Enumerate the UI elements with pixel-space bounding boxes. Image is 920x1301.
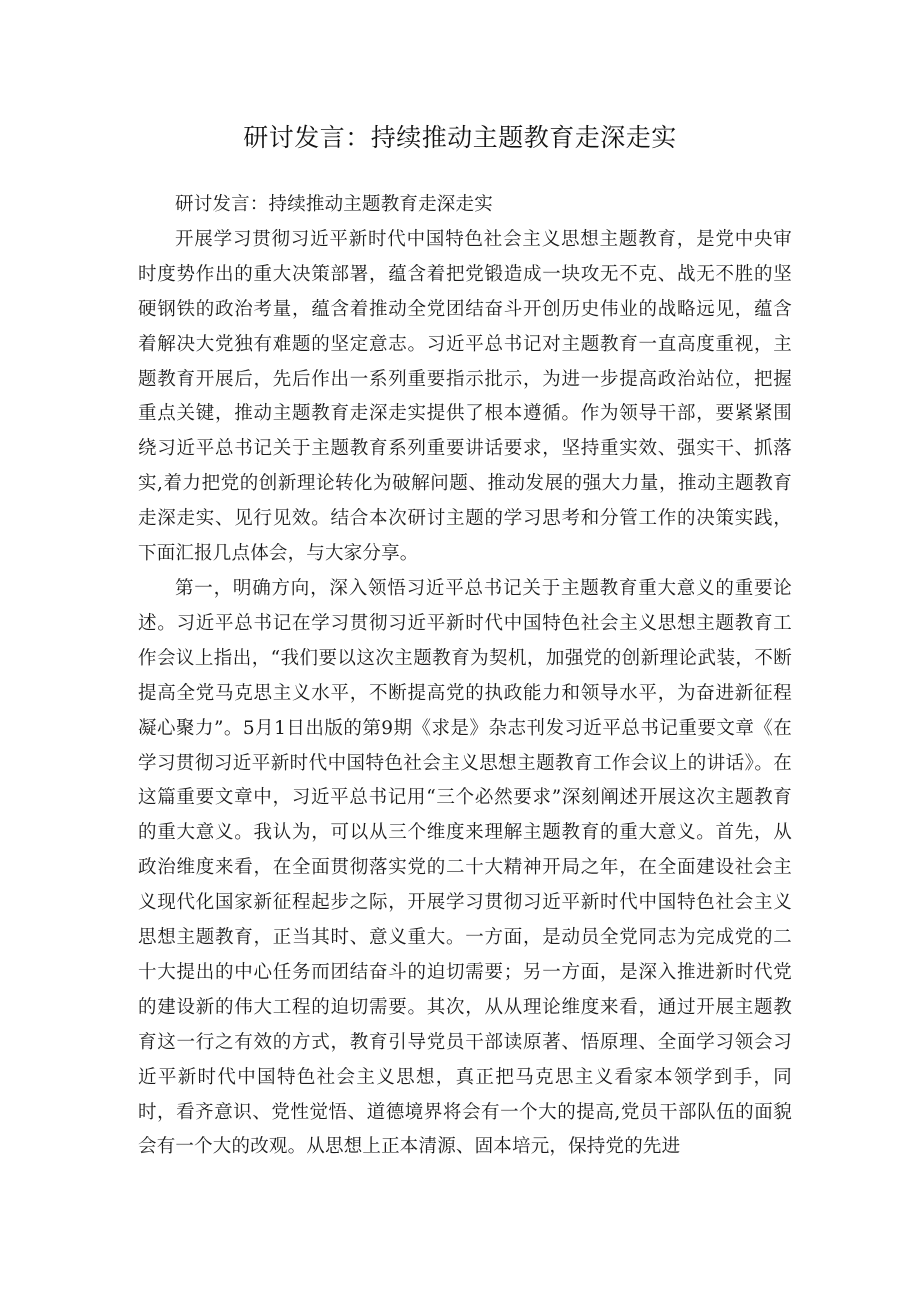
document-body xyxy=(138,188,792,1165)
paragraph-subtitle: 研讨发言：持续推动主题教育走深走实 xyxy=(175,194,493,215)
document-title: 研讨发言：持续推动主题教育走深走实 xyxy=(243,123,677,152)
paragraph-point-one: 第一，明确方向，深入领悟习近平总书记关于主题教育重大意义的重要论述。习近平总书记在学习贯彻习近平新时代中国特色社会主义思想主题教育工作会议上指出，“我们要以这次主题教育为契机，加强党的创新理论武装，不断提高全党马克思主义水平，不断提高党的执政能力和领导水平，为奋进新征程凝心聚力”。5月1日出版的第9期《求是》杂志刊发习近平总书记重要文章《在学习贯彻习近平新时代中国特色社会主义思想主题教育工作会议上的讲话》。在这篇重要文章中，习近平总书记用“三个必然要求”深刻阐述开展这次主题教育的重大意义。我认为，可以从三个维度来理解主题教育的重大意义。首先，从政治维度来看，在全面贯彻落实党的二十大精神开局之年，在全面建设社会主义现代化国家新征程起步之际，开展学习贯彻习近平新时代中国特色社会主义思想主题教育，正当其时、意义重大。一方面，是动员全党同志为完成党的二十大提出的中心任务而团结奋斗的迫切需要；另一方面，是深入推进新时代党的建设新的伟大工程的迫切需要。其次，从从理论维度来看，通过开展主题教育这一行之有效的方式，教育引导党员干部读原著、悟原理、全面学习领会习近平新时代中国特色社会主义思想，真正把马克思主义看家本领学到手，同时，看齐意识、党性觉悟、道德境界将会有一个大的提高,党员干部队伍的面貌会有一个大的改观。从思想上正本清源、固本培元，保持党的先进 xyxy=(138,577,792,1158)
paragraph-introduction: 开展学习贯彻习近平新时代中国特色社会主义思想主题教育，是党中央审时度势作出的重大决策部署，蕴含着把党锻造成一块攻无不克、战无不胜的坚硬钢铁的政治考量，蕴含着推动全党团结奋斗开创历史伟业的战略远见，蕴含着解决大党独有难题的坚定意志。习近平总书记对主题教育一直高度重视，主题教育开展后，先后作出一系列重要指示批示，为进一步提高政治站位，把握重点关键，推动主题教育走深走实提供了根本遵循。作为领导干部，要紧紧围绕习近平总书记关于主题教育系列重要讲话要求，坚持重实效、强实干、抓落实,着力把党的创新理论转化为破解问题、推动发展的强大力量，推动主题教育走深走实、见行见效。结合本次研讨主题的学习思考和分管工作的决策实践，下面汇报几点体会，与大家分享。 xyxy=(138,228,792,565)
